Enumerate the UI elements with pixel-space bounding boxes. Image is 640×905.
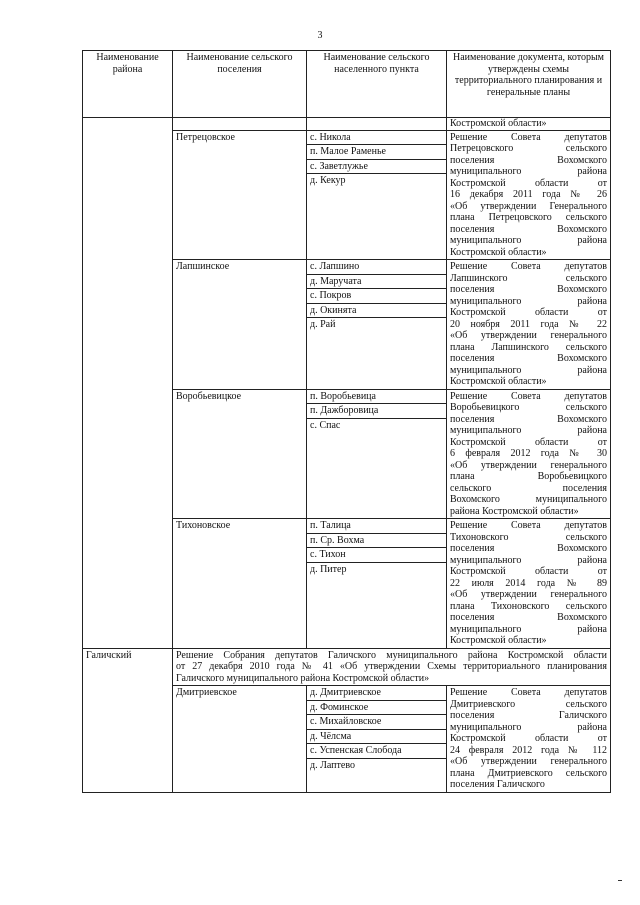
document-line: Костромской области от	[450, 436, 607, 448]
settlement-name-cell	[173, 519, 307, 649]
continuation-text: Костромской области»	[450, 118, 547, 129]
locality-item: с. Заветлужье	[307, 160, 446, 175]
document-line: Костромской области»	[450, 376, 547, 387]
document-line: 20 ноября 2011 года № 22	[450, 318, 607, 330]
document-line: поселения Вохомского	[450, 154, 607, 166]
locality-item: с. Михайловское	[307, 715, 446, 730]
district-document-cell	[173, 648, 611, 686]
settlement-cell-empty	[173, 118, 307, 131]
document-line: поселения Вохомского	[450, 543, 607, 554]
document-line: Решение Совета депутатов	[450, 261, 607, 272]
document-line: поселения Вохомского	[450, 612, 607, 623]
document-line: 24 февраля 2012 года № 112	[450, 744, 607, 756]
document-line: «Об утверждении генерального	[450, 589, 607, 600]
continuation-row	[83, 118, 611, 131]
document-line: поселения Галичского	[450, 779, 545, 790]
document-line: Дмитриевского сельского	[450, 698, 607, 710]
document-cell	[447, 389, 611, 519]
document-line: района Костромской области»	[450, 505, 579, 517]
district-document-line: Галичского муниципального района Костромской области»	[176, 672, 430, 684]
document-line: Костромской области от	[450, 733, 607, 744]
locality-list-cell	[307, 389, 447, 519]
locality-item: с. Успенская Слобода	[307, 744, 446, 759]
settlement-name: Дмитриевское	[176, 687, 237, 698]
settlement-name: Тихоновское	[176, 520, 231, 531]
document-line: 16 декабря 2011 года № 26	[450, 189, 607, 200]
document-line: Костромской области от	[450, 177, 607, 189]
document-line: Костромской области»	[450, 635, 547, 646]
scan-mark	[618, 880, 622, 881]
locality-list-cell	[307, 519, 447, 649]
locality-item: с. Никола	[307, 131, 446, 146]
table-row	[83, 389, 611, 519]
locality-item: д. Рай	[310, 319, 336, 330]
table-row	[83, 130, 611, 260]
locality-list-cell	[307, 686, 447, 793]
document-line: Вохомского муниципального	[450, 494, 607, 505]
table-body	[83, 118, 611, 793]
header-district: Наименование района	[83, 51, 173, 118]
document-line: муниципального района	[450, 235, 607, 246]
document-cell	[447, 130, 611, 260]
locality-cell-empty	[307, 118, 447, 131]
document-line: муниципального района	[450, 425, 607, 436]
locality-list-cell	[307, 260, 447, 390]
settlement-name: Воробьевицкое	[176, 390, 242, 402]
locality-item: п. Воробьевица	[307, 390, 446, 405]
settlement-name-cell	[173, 389, 307, 519]
document-line: «Об утверждении генерального	[450, 459, 607, 471]
locality-item: с. Спас	[310, 419, 341, 431]
settlement-name: Лапшинское	[176, 261, 230, 272]
table-row	[83, 686, 611, 793]
document-line: поселения Вохомского	[450, 413, 607, 425]
document-line: Решение Совета депутатов	[450, 520, 607, 531]
document-line: плана Петрецовского сельского	[450, 212, 607, 223]
document-line: 6 февраля 2012 года № 30	[450, 448, 607, 459]
table-row	[83, 260, 611, 390]
document-line: плана Тихоновского сельского	[450, 600, 607, 612]
locality-item: с. Лапшино	[307, 260, 446, 275]
document-line: муниципального района	[450, 166, 607, 177]
locality-item: д. Маручата	[307, 275, 446, 290]
district-document-line: от 27 декабря 2010 года № 41 «Об утверждении Схемы территориального планирования	[176, 661, 607, 672]
locality-item: д. Дмитриевское	[307, 686, 446, 701]
header-locality: Наименование сельского населенного пункта	[307, 51, 447, 118]
document-line: поселения Вохомского	[450, 353, 607, 364]
table-header-row	[83, 51, 611, 118]
document-line: Петрецовского сельского	[450, 143, 607, 154]
continuation-doc-cell	[447, 118, 611, 131]
document-line: Костромской области»	[450, 246, 547, 258]
document-line: «Об утверждении генерального	[450, 756, 607, 767]
district-cell-empty	[83, 389, 173, 519]
document-line: муниципального района	[450, 623, 607, 635]
document-line: Решение Совета депутатов	[450, 687, 607, 698]
territorial-planning-table	[82, 50, 611, 793]
document-line: муниципального района	[450, 364, 607, 376]
locality-item: п. Дажборовица	[307, 404, 446, 419]
document-line: сельского поселения	[450, 482, 607, 494]
locality-item: п. Ср. Вохма	[307, 534, 446, 549]
page-number: 3	[317, 30, 323, 41]
locality-item: д. Кекур	[310, 175, 346, 186]
settlement-name-cell	[173, 260, 307, 390]
locality-item: д. Лаптево	[310, 759, 355, 771]
document-line: «Об утверждении генерального	[450, 330, 607, 341]
district-cell-empty	[83, 519, 173, 649]
document-line: 22 июля 2014 года № 89	[450, 577, 607, 589]
header-document: Наименование документа, которым утверждены схемы территориального планирования и генеральные планы	[447, 51, 611, 118]
document-line: поселения Вохомского	[450, 223, 607, 235]
district-row	[83, 648, 611, 686]
document-line: муниципального района	[450, 295, 607, 307]
locality-item: д. Чёлсма	[307, 730, 446, 745]
document-line: Решение Совета депутатов	[450, 131, 607, 143]
document-line: плана Воробьевицкого	[450, 471, 607, 482]
locality-item: д. Фоминское	[307, 701, 446, 716]
district-cell-empty	[83, 260, 173, 390]
header-settlement: Наименование сельского поселения	[173, 51, 307, 118]
document-cell	[447, 260, 611, 390]
settlement-name: Петрецовское	[176, 131, 235, 143]
document-line: Костромской области от	[450, 307, 607, 318]
document-line: поселения Вохомского	[450, 284, 607, 295]
document-line: Лапшинского сельского	[450, 272, 607, 284]
document-cell	[447, 519, 611, 649]
district-cell-empty	[83, 686, 173, 793]
document-line: Костромской области от	[450, 566, 607, 577]
document-line: «Об утверждении Генерального	[450, 200, 607, 212]
locality-item: п. Малое Раменье	[307, 145, 446, 160]
document-line: плана Лапшинского сельского	[450, 341, 607, 353]
settlement-name-cell	[173, 686, 307, 793]
locality-item: с. Тихон	[307, 548, 446, 563]
locality-item: д. Питер	[310, 563, 347, 575]
document-line: плана Дмитриевского сельского	[450, 767, 607, 779]
document-line: Тихоновского сельского	[450, 531, 607, 543]
district-cell-empty	[83, 118, 173, 131]
locality-item: д. Окинята	[307, 304, 446, 319]
document-line: поселения Галичского	[450, 710, 607, 721]
district-document-line: Решение Собрания депутатов Галичского муниципального района Костромской области	[176, 649, 607, 661]
locality-item: п. Талица	[307, 519, 446, 534]
table-row	[83, 519, 611, 649]
document-line: муниципального района	[450, 554, 607, 566]
locality-list-cell	[307, 130, 447, 260]
district-cell-empty	[83, 130, 173, 260]
document-cell	[447, 686, 611, 793]
settlement-name-cell	[173, 130, 307, 260]
document-line: муниципального района	[450, 721, 607, 733]
document-line: Решение Совета депутатов	[450, 390, 607, 402]
locality-item: с. Покров	[307, 289, 446, 304]
district-name-cell	[83, 648, 173, 686]
document-line: Воробьевицкого сельского	[450, 402, 607, 413]
district-name: Галичский	[86, 649, 132, 661]
